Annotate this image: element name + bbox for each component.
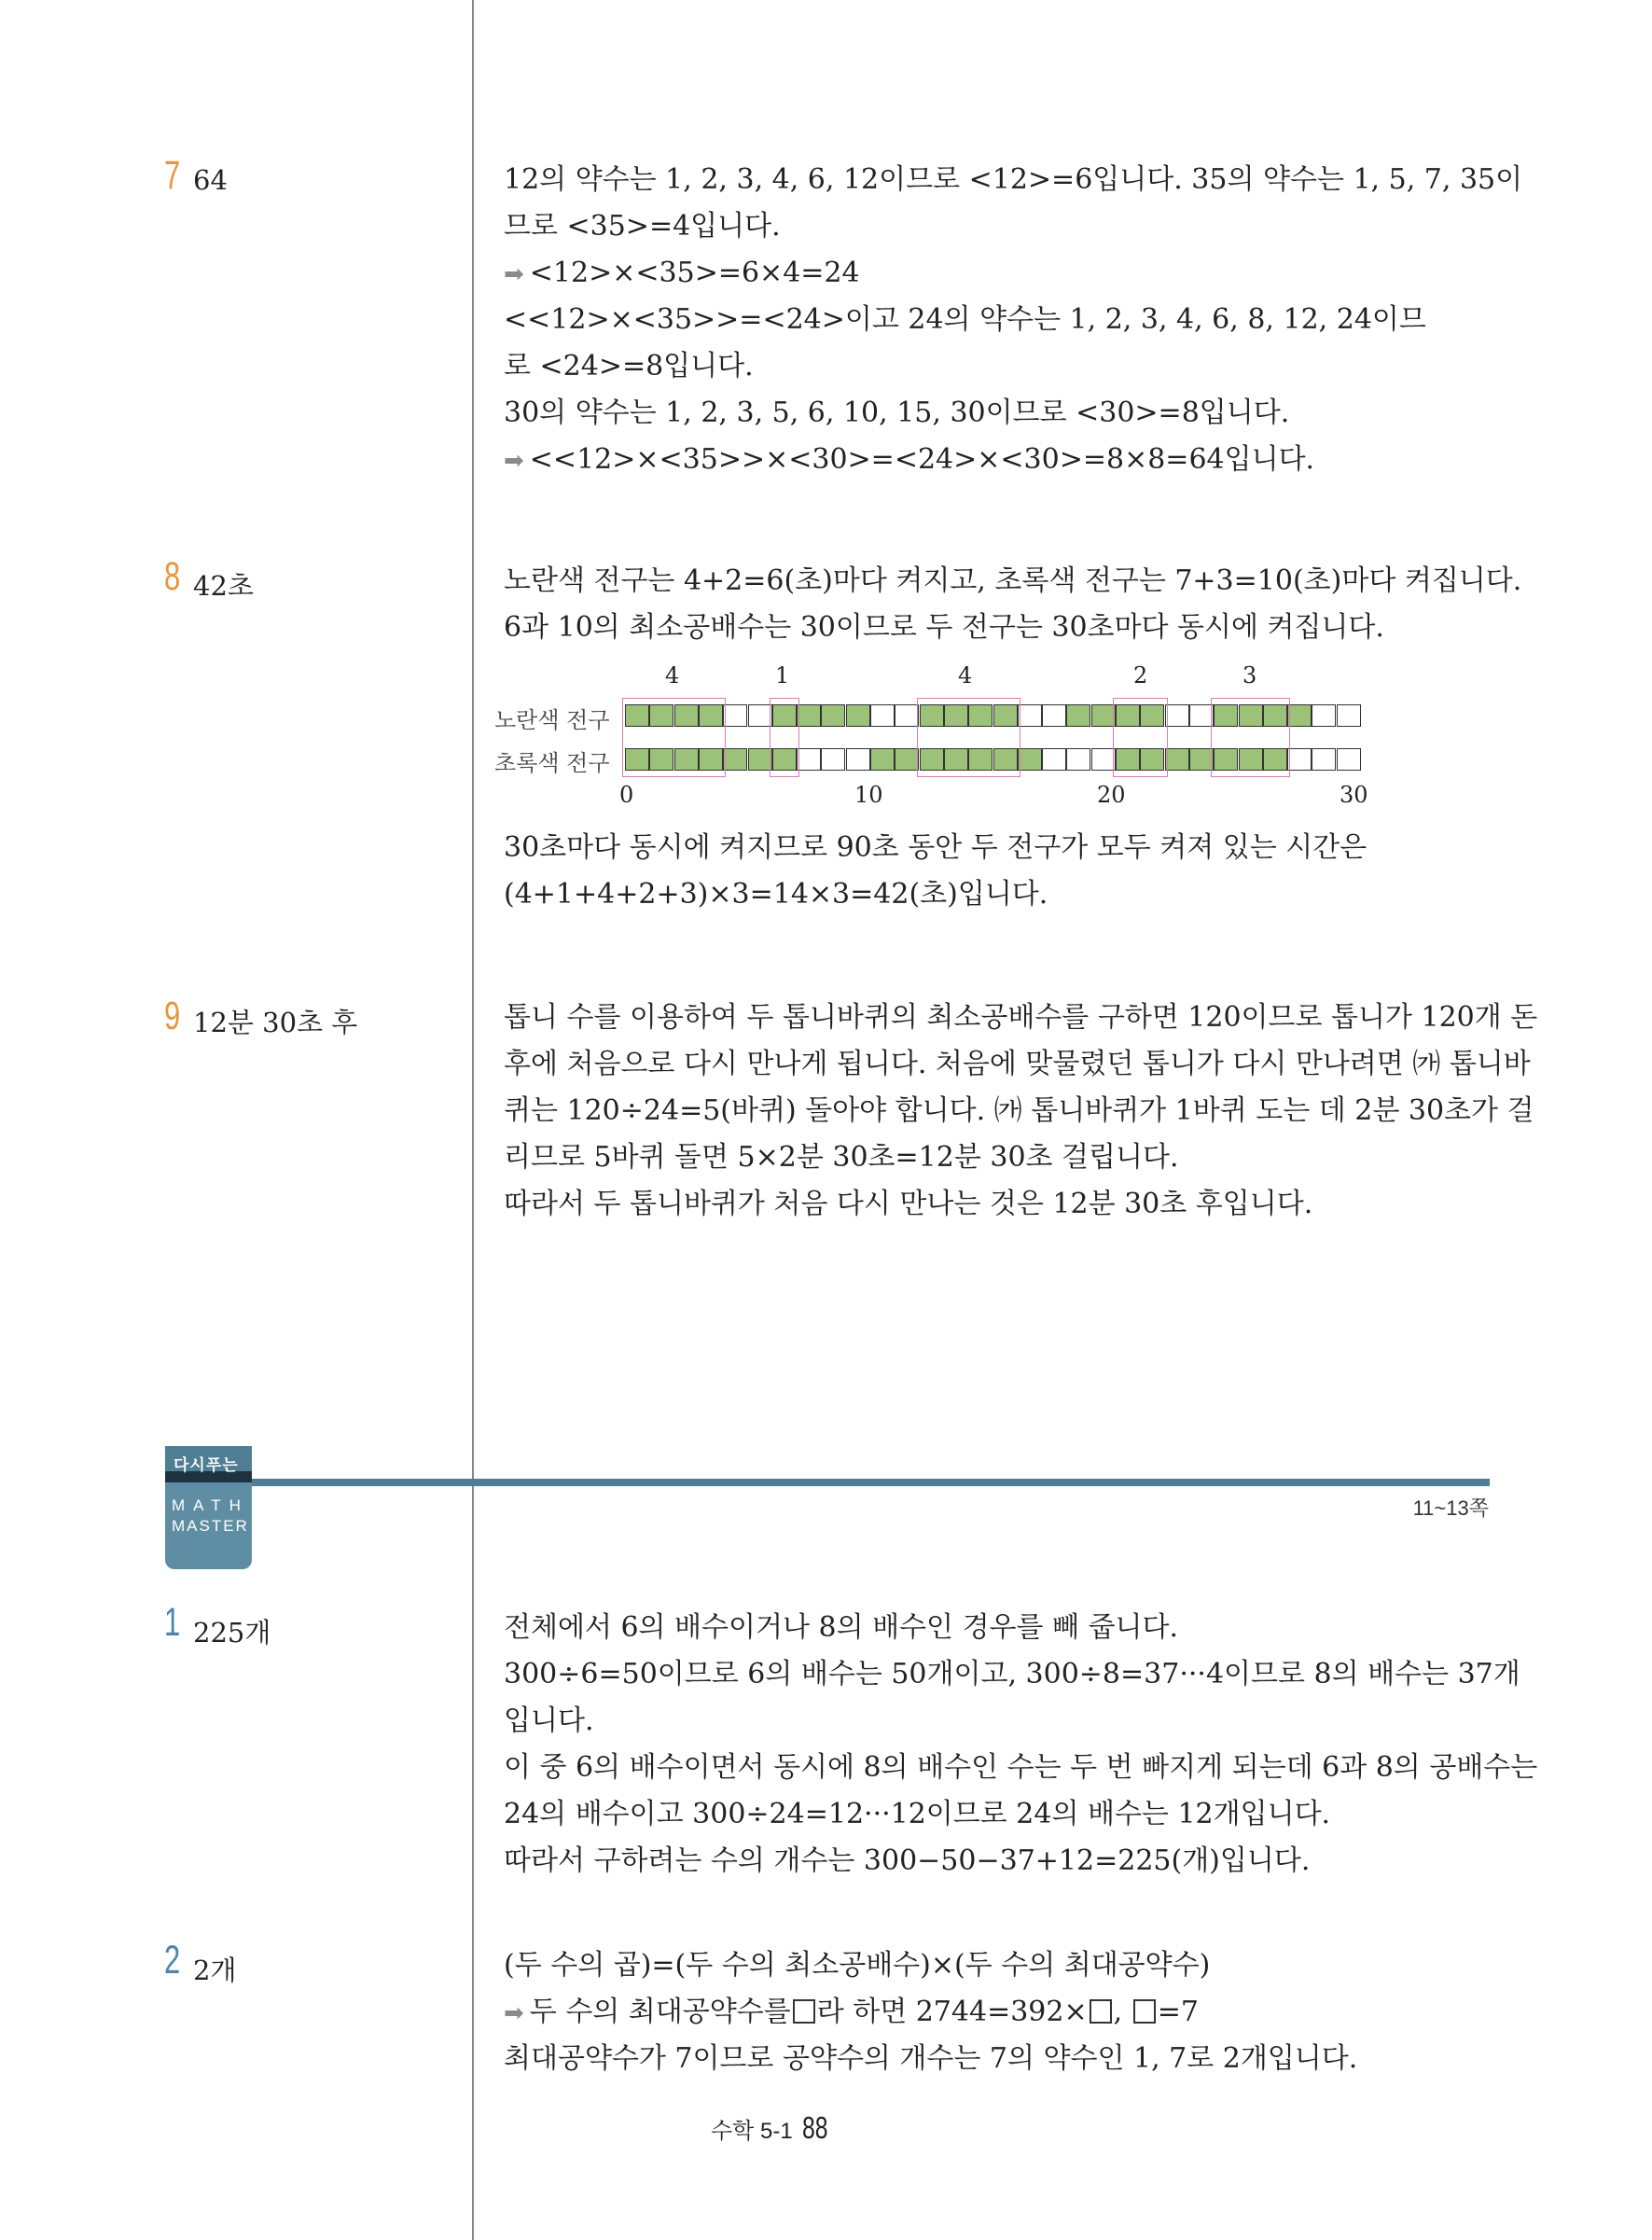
arrow-icon: ➡: [504, 260, 524, 288]
problem-number: 1: [164, 1600, 181, 1645]
row-label-green: 초록색 전구: [494, 750, 610, 776]
solution-line: 이 중 6의 배수이면서 동시에 8의 배수인 수는 두 번 빠지게 되는데 6과 8의 공배수는: [504, 1751, 1538, 1784]
arrow-icon: ➡: [504, 1999, 524, 2027]
second-cell: [1018, 748, 1042, 771]
footer-subject: 수학 5-1: [711, 2119, 793, 2144]
solution-2: [504, 1942, 1492, 2082]
second-cell: [846, 748, 870, 771]
second-cell: [1091, 748, 1116, 771]
second-cell: [1287, 748, 1312, 771]
blank-box: [1090, 1999, 1112, 2024]
overlap-box: [1113, 698, 1168, 777]
solution-line: 30의 약수는 1, 2, 3, 5, 6, 10, 15, 30이므로 <30>=8입니다.: [504, 397, 1290, 429]
solution-1: [504, 1605, 1538, 1885]
second-cell: [1042, 704, 1066, 727]
problem-number: 2: [164, 1938, 181, 1983]
problem-answer: 12분 30초 후: [193, 1007, 358, 1038]
interval-label: 4: [958, 662, 973, 689]
second-cell: [797, 748, 821, 771]
axis-tick: 10: [854, 782, 883, 808]
page-footer: [711, 2110, 836, 2146]
problem-number: 9: [164, 994, 181, 1038]
second-cell: [797, 704, 821, 727]
solution-line: 따라서 두 톱니바퀴가 처음 다시 만나는 것은 12분 30초 후입니다.: [504, 1188, 1313, 1220]
solution-line: 최대공약수가 7이므로 공약수의 개수는 7의 약수인 1, 7로 2개입니다.: [504, 2042, 1358, 2075]
solution-line: 전체에서 6의 배수이거나 8의 배수인 경우를 빼 줍니다.: [504, 1611, 1179, 1644]
solution-9: [504, 995, 1538, 1228]
overlap-box: [622, 698, 726, 777]
solution-line: 노란색 전구는 4+2=6(초)마다 켜지고, 초록색 전구는 7+3=10(초)마다 켜집니다.: [504, 564, 1522, 597]
solution-line: ➡ <12>×<35>=6×4=24: [504, 257, 860, 289]
second-cell: [1189, 704, 1214, 727]
solution-line: 6과 10의 최소공배수는 30이므로 두 전구는 30초마다 동시에 켜집니다.: [504, 611, 1384, 644]
interval-label: 1: [775, 662, 790, 689]
solution-line: 따라서 구하려는 수의 개수는 300−50−37+12=225(개)입니다.: [504, 1844, 1311, 1877]
bulb-timeline-diagram: [494, 653, 1390, 821]
second-cell: [870, 704, 895, 727]
second-cell: [1165, 748, 1189, 771]
second-cell: [723, 748, 747, 771]
second-cell: [1165, 704, 1189, 727]
problem-answer: 2개: [193, 1955, 237, 1986]
section-rule: [252, 1479, 1490, 1486]
second-cell: [1042, 748, 1066, 771]
solution-line: 300÷6=50이므로 6의 배수는 50개이고, 300÷8=37···4이므로 8의 배수는 37개: [504, 1658, 1520, 1690]
second-cell: [870, 748, 895, 771]
interval-label: 4: [665, 662, 680, 689]
solution-line: 30초마다 동시에 켜지므로 90초 동안 두 전구가 모두 켜져 있는 시간은: [504, 831, 1367, 864]
second-cell: [821, 704, 845, 727]
second-cell: [1337, 748, 1361, 771]
second-cell: [1066, 704, 1090, 727]
problem-answer: 42초: [193, 570, 254, 602]
second-cell: [748, 704, 772, 727]
page-range: 11~13쪽: [1412, 1496, 1489, 1520]
axis-tick: 20: [1097, 782, 1126, 808]
problem-number: 8: [164, 554, 181, 599]
second-cell: [1287, 704, 1312, 727]
solution-line: 후에 처음으로 다시 만나게 됩니다. 처음에 맞물렸던 톱니가 다시 만나려면 ㈎ 톱니바: [504, 1048, 1531, 1080]
axis-tick: 0: [619, 782, 634, 808]
problem-number: 7: [164, 153, 181, 198]
badge-title-1: MATH: [172, 1496, 249, 1514]
second-cell: [1066, 748, 1090, 771]
solution-line: 로 <24>=8입니다.: [504, 350, 754, 383]
problem-answer: 225개: [193, 1617, 271, 1649]
badge-tag: 다시푸는: [174, 1456, 239, 1474]
solution-line: 24의 배수이고 300÷24=12···12이므로 24의 배수는 12개입니다.: [504, 1798, 1331, 1830]
solution-line: ➡ 두 수의 최대공약수를 라 하면 2744=392× , =7: [504, 1996, 1199, 2028]
badge-title-2: MASTER: [172, 1517, 249, 1535]
interval-label: 2: [1133, 662, 1148, 689]
solution-line: <<12>×<35>>=<24>이고 24의 약수는 1, 2, 3, 4, 6, 8, 12, 24이므: [504, 303, 1426, 336]
blank-box: [1133, 1999, 1156, 2024]
arrow-icon: ➡: [504, 447, 524, 475]
interval-label: 3: [1242, 662, 1257, 689]
second-cell: [821, 748, 845, 771]
second-cell: [846, 704, 870, 727]
column-divider: [472, 0, 474, 2240]
overlap-box: [770, 698, 799, 777]
solution-line: (두 수의 곱)=(두 수의 최소공배수)×(두 수의 최대공약수): [504, 1949, 1211, 1982]
second-cell: [1189, 748, 1214, 771]
page-number: 88: [801, 2110, 828, 2145]
solution-8-intro: [504, 558, 1522, 651]
second-cell: [1091, 704, 1116, 727]
solution-line: 입니다.: [504, 1704, 594, 1737]
solution-line: (4+1+4+2+3)×3=14×3=42(초)입니다.: [504, 878, 1048, 911]
solution-line: 퀴는 120÷24=5(바퀴) 돌아야 합니다. ㈎ 톱니바퀴가 1바퀴 도는 데 2분 30초가 걸: [504, 1094, 1534, 1127]
solution-line: 12의 약수는 1, 2, 3, 4, 6, 12이므로 <12>=6입니다. 35의 약수는 1, 5, 7, 35이: [504, 163, 1523, 196]
row-label-yellow: 노란색 전구: [494, 707, 610, 733]
second-cell: [748, 748, 772, 771]
second-cell: [1018, 704, 1042, 727]
solution-8-conclusion: [504, 825, 1492, 918]
overlap-box: [1211, 698, 1290, 777]
solution-line: 리므로 5바퀴 돌면 5×2분 30초=12분 30초 걸립니다.: [504, 1141, 1179, 1174]
problem-answer: 64: [193, 164, 228, 196]
second-cell: [723, 704, 747, 727]
second-cell: [895, 748, 919, 771]
second-cell: [1312, 704, 1336, 727]
solution-line: 톱니 수를 이용하여 두 톱니바퀴의 최소공배수를 구하면 120이므로 톱니가 120개 돈: [504, 1001, 1538, 1034]
solution-line: 므로 <35>=4입니다.: [504, 210, 781, 243]
second-cell: [895, 704, 919, 727]
axis-tick: 30: [1340, 782, 1368, 808]
second-cell: [1312, 748, 1336, 771]
solution-7: [504, 157, 1523, 483]
solution-line: ➡ <<12>×<35>>×<30>=<24>×<30>=8×8=64입니다.: [504, 443, 1315, 476]
second-cell: [1337, 704, 1361, 727]
overlap-box: [917, 698, 1020, 777]
blank-box: [793, 1999, 815, 2024]
